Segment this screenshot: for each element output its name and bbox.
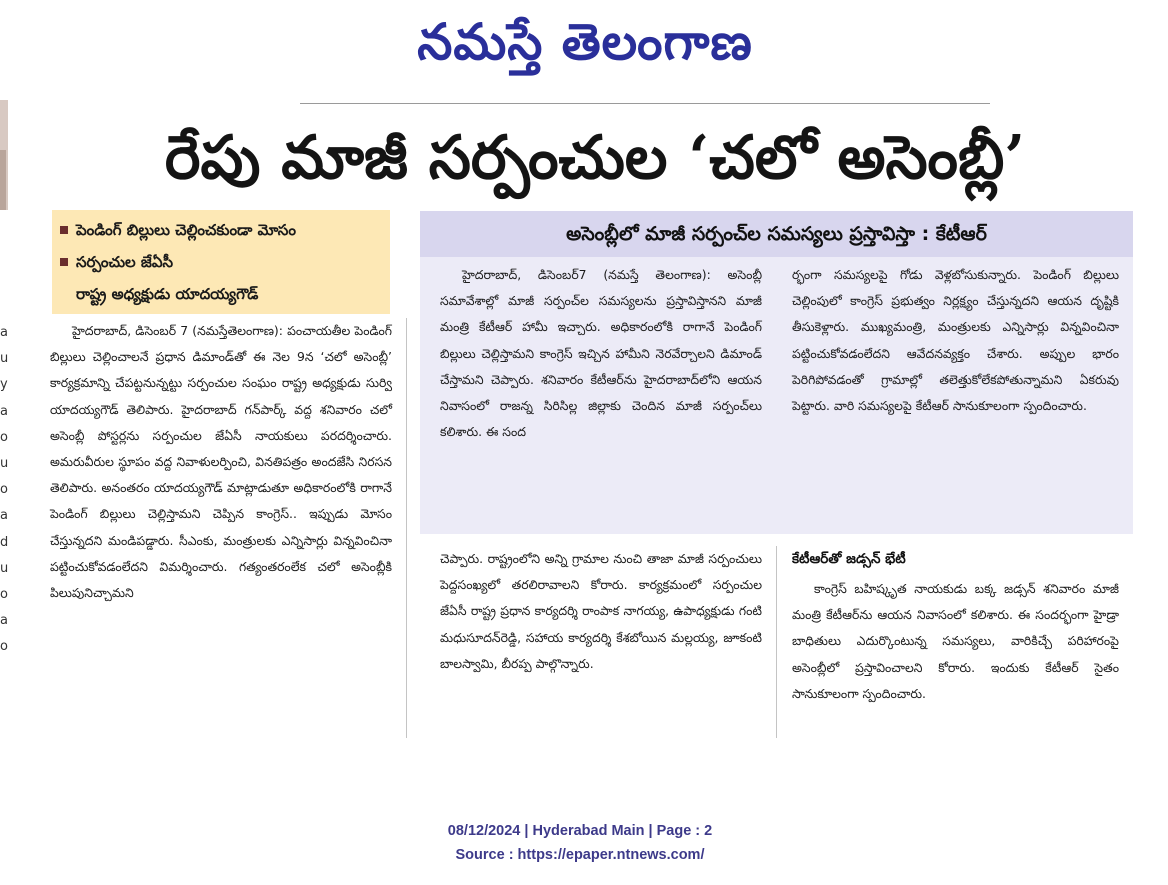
highlights-box (52, 210, 390, 314)
main-article-text: హైదరాబాద్, డిసెంబర్ 7 (నమస్తేతెలంగాణ): పంచాయతీల పెండింగ్ బిల్లులు చెల్లించాలనే ప్రధాన డిమాండ్‌తో ఈ నెల 9న ‘చలో అసెంబ్లీ’ కార్యక్రమాన్ని చేపట్టనున్నట్టు సర్పంచుల సంఘం రాష్ట్ర అధ్యక్షుడు సుర్వి యాదయ్యగౌడ్ తెలిపారు. హైదరాబాద్ గన్‌పార్క్ వద్ద శనివారం చలో అసెంబ్లీ పోస్టర్లను సర్పంచుల జేఏసీ నాయకులు పరదర్శించారు. అమరువీరుల స్థూపం వద్ద నివాళులర్పించి, వినతిపత్రం అందజేసి నిరసన తెలిపారు. అనంతరం యాదయ్యగౌడ్ మాట్లాడుతూ అధికారంలోకి రాగానే పెండింగ్ బిల్లులు చెల్లిస్తామని చెప్పిన కాంగ్రెస్.. ఇప్పుడు మోసం చేస్తున్నదని మండిపడ్డారు. సీఎంకు, మంత్రులకు ఎన్నిసార్లు విన్నవించినా పట్టించుకోవడంలేదని విమర్శించారు. గత్యంతరంలేక చలో అసెంబ్లీకి పిలుపునిచ్చామని (50, 323, 392, 601)
adjacent-photo-edge (0, 150, 6, 210)
side-story-text: కాంగ్రెస్ బహిష్కృత నాయకుడు బక్క జడ్సన్ శనివారం మాజీ మంత్రి కేటీఆర్‌ను ఆయన నివాసంలో కలిశారు. ఈ సందర్భంగా హైడ్రా బాధితులు ఎదుర్కొంటున్న సమస్యలు, వారికిచ్చే పరిహారంపై అసెంబ్లీలో ప్రస్తావించాలని కోరారు. ఇందుకు కేటీఆర్ సైతం సానుకూలంగా స్పందించారు. (792, 581, 1119, 701)
boxed-story-column-2 (792, 262, 1119, 419)
bullet-icon (60, 226, 68, 234)
bullet-icon (60, 258, 68, 266)
column-divider (406, 318, 407, 738)
masthead-rule (300, 103, 990, 104)
continuation-text: చెప్పారు. రాష్ట్రంలోని అన్ని గ్రామాల నుంచి తాజా మాజీ సర్పంచులు పెద్దసంఖ్యలో తరలిరావాలని కోరారు. కార్యక్రమంలో సర్పంచుల జేఏసీ రాష్ట్ర ప్రధాన కార్యదర్శి రాంపాక నాగయ్య, ఉపాధ్యక్షుడు గంటి మధుసూదన్‌రెడ్డి, సహాయ కార్యదర్శి కేశబోయిన మల్లయ్య, జూకంటి బాలస్వామి, బీరప్ప పాల్గొన్నారు. (440, 551, 762, 671)
side-story-subheadline: కేటీఆర్‌తో జడ్సన్ భేటీ (792, 551, 906, 567)
source-link[interactable]: Source : https://epaper.ntnews.com/ (455, 847, 705, 863)
adjacent-article-fragments: a u y a o u o a d u o a o (0, 325, 9, 655)
highlight-item-continuation: రాష్ట్ర అధ్యక్షుడు యాదయ్యగౌడ్ (76, 285, 259, 303)
column-divider (776, 546, 777, 738)
boxed-story-text-1: హైదరాబాద్, డిసెంబర్7 (నమస్తే తెలంగాణ): అసెంబ్లీ సమావేశాల్లో మాజీ సర్పంచ్‌ల సమస్యలను ప్రస్తావిస్తానని మాజీ మంత్రి కేటీఆర్ హామీ ఇచ్చారు. అధికారంలోకి రాగానే పెండింగ్ బిల్లులు చెల్లిస్తామని కాంగ్రెస్ ఇచ్చిన హామీని నెరవేర్చాలని డిమాండ్ చేస్తామని చెప్పారు. శనివారం కేటీఆర్‌ను హైదరాబాద్‌లోని ఆయన నివాసంలో రాజన్న సిరిసిల్ల జిల్లాకు చెందిన మాజీ సర్పంచ్‌లు కలిశారు. ఈ సంద (440, 267, 762, 440)
boxed-story-column-1 (440, 262, 762, 445)
main-article-continuation (440, 546, 762, 677)
masthead: నమస్తే తెలంగాణ (417, 12, 753, 71)
highlight-item: సర్పంచుల జేఏసీ (60, 246, 382, 278)
boxed-story-subheadline: అసెంబ్లీలో మాజీ సర్పంచ్‌ల సమస్యలు ప్రస్తావిస్తా : కేటీఆర్ (420, 211, 1133, 257)
highlight-item: పెండింగ్ బిల్లులు చెల్లించకుండా మోసం (60, 214, 382, 246)
edition-info: 08/12/2024 | Hyderabad Main | Page : 2 (447, 823, 713, 839)
side-story-column (792, 576, 1119, 707)
main-article-column (50, 318, 392, 606)
headline: రేపు మాజీ సర్పంచుల ‘చలో అసెంబ్లీ’ (164, 123, 1026, 193)
boxed-story-text-2: ర్భంగా సమస్యలపై గోడు వెళ్లబోసుకున్నారు. పెండింగ్ బిల్లులు చెల్లింపులో కాంగ్రెస్ ప్రభుత్వం నిర్లక్ష్యం చేస్తున్నదని ఆయన దృష్టికి తీసుకెళ్లారు. ముఖ్యమంత్రి, మంత్రులకు ఎన్నిసార్లు విన్నవించినా పట్టించుకోవడంలేదని ఆవేదనవ్యక్తం చేశారు. అప్పుల భారం పెరిగిపోవడంతో గ్రామాల్లో తలెత్తుకోలేకపోతున్నామని ఏకరువు పెట్టారు. వారి సమస్యలపై కేటీఆర్ సానుకూలంగా స్పందించారు. (792, 267, 1119, 414)
